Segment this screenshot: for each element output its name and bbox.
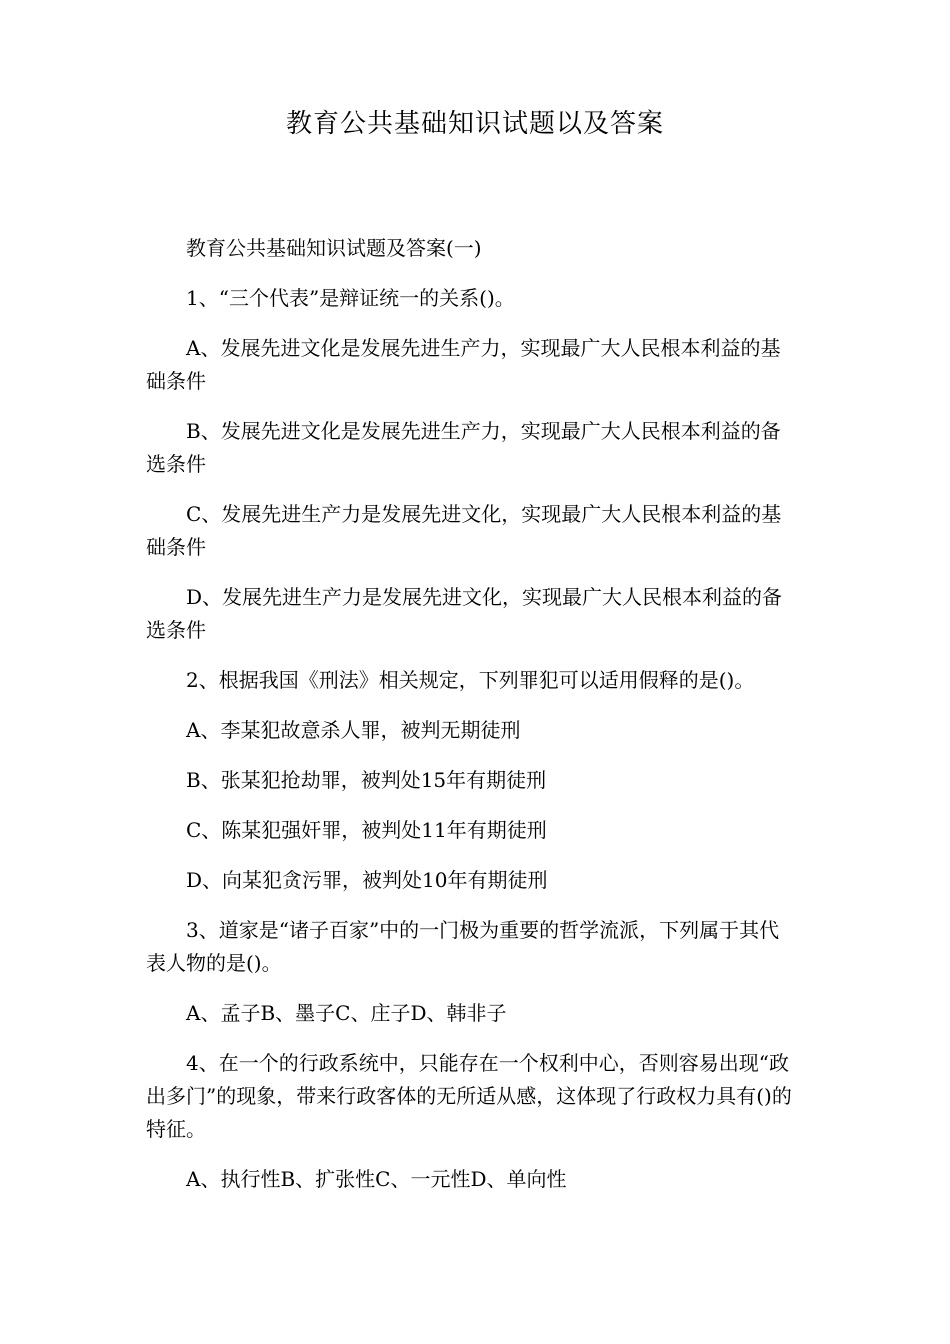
question-3: 3、道家是“诸子百家”中的一门极为重要的哲学流派，下列属于其代表人物的是()。 [146,918,780,975]
question-1-option-d: D、发展先进生产力是发展先进文化，实现最广大人民根本利益的备选条件 [146,585,783,642]
question-2-option-d: D、向某犯贪污罪，被判处10年有期徒刑 [186,868,548,892]
question-2-option-c: C、陈某犯强奸罪，被判处11年有期徒刑 [186,818,547,842]
question-2-option-b: B、张某犯抢劫罪，被判处15年有期徒刑 [186,768,547,792]
document-body [146,232,846,1213]
question-1-option-b: B、发展先进文化是发展先进生产力，实现最广大人民根本利益的备选条件 [146,419,781,476]
question-3-options: A、孟子B、墨子C、庄子D、韩非子 [186,1001,507,1025]
section-heading: 教育公共基础知识试题及答案(一) [186,236,482,260]
question-2: 2、根据我国《刑法》相关规定，下列罪犯可以适用假释的是()。 [186,668,755,692]
question-4-options: A、执行性B、扩张性C、一元性D、单向性 [186,1167,567,1191]
document-title: 教育公共基础知识试题以及答案 [285,109,664,139]
question-1-option-a: A、发展先进文化是发展先进生产力，实现最广大人民根本利益的基础条件 [146,336,781,393]
question-4: 4、在一个的行政系统中，只能存在一个权利中心，否则容易出现“政出多门”的现象，带来行政客体的无所适从感，这体现了行政权力具有()的特征。 [146,1051,792,1141]
question-2-option-a: A、李某犯故意杀人罪，被判无期徒刑 [186,718,521,742]
question-1-option-c: C、发展先进生产力是发展先进文化，实现最广大人民根本利益的基础条件 [146,502,782,559]
question-1: 1、“三个代表”是辩证统一的关系()。 [186,286,515,310]
